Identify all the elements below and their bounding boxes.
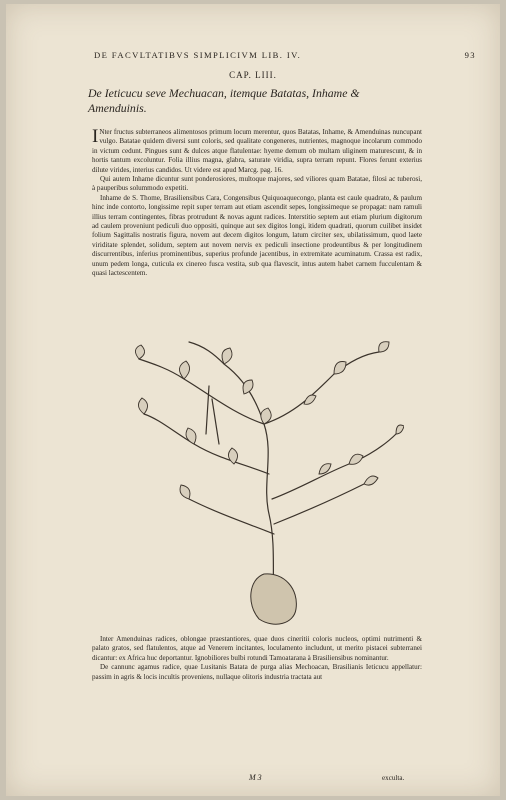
paragraph: Qui autem Inhame dicuntur sunt ponderosiores, multoque majores, sed viliores quam Batatae, filosi ac tuberosi, à pauperibus solummodo expetiti. [92, 175, 422, 193]
signature-mark: M 3 [249, 773, 262, 782]
chapter-heading: CAP. LIII. [229, 70, 277, 80]
paragraph: De cannunc agamus radice, quae Lusitanis Batata de purga alias Mechoacan, Brasilianis Ieticucu appellatur: passim in agris & locis incultis proveniens, nullaque olitoris industria tractata aut [92, 663, 422, 681]
plant-illustration [124, 324, 404, 629]
paragraph: I Nter fructus subterraneos alimentosos primum locum merentur, quos Batatas, Inhame, & Amenduinas nuncupant vulgo. Batatae quidem diversi sunt coloris, sed qualitate congeneres, nutrientes, magnoque incolarum commodo in victum cedunt. Pingues sunt & dulces atque flatulentae: hyeme demum ob multam uliginem maturescunt, & in hortis tantum excoluntur. Folia illius magna, glabra, saturate viridia, supra terram repunt. Flores ferunt exterius dilute virides, interius candidos. Ut videre est apud Marcg. pag. 16. [92, 126, 422, 174]
page-number: 93 [464, 50, 476, 60]
book-page [6, 4, 500, 796]
catchword: exculta. [382, 774, 405, 782]
body-text-bottom [92, 635, 422, 682]
paragraph: Inhame de S. Thome, Brasiliensibus Cara, Congensibus Quiquoaquecongo, planta est caule quadrato, & paulum hinc inde contorto, longissime repit super terram aut etiam ascendit sepes, longissimeque se propagat: nam ramuli illius terram contingentes, fibras protrudunt & novas agunt radices. Interstitio septem aut etiam plurium digitorum ad caulem proveniunt pediculi duo oppositi, quinque aut sex digitos longi, itidem quadrati, quorum cuilibet insidet folium Sagittalis nostratis figura, novem aut decem digitos longum, latum circiter sex, ubilatissimum, quod laete viriditate splendet, solidum, septem aut novem nervis ex pediculi insectione prodeuntibus & per longitudinem discurrentibus, inferius prominentibus, superius profunde jacentibus, in extremitate acuminatum. Crassa est radix, unum pedem longa, cuticula ex cinereo fusca vestita, sub qua flavescit, intus autem habet carnem fucculentam & quasi lactescentem. [92, 193, 422, 278]
paragraph: Inter Amenduinas radices, oblongae praestantiores, quae duos cineritii coloris nucleos, optimi nutrimenti & palato gratos, sed flatulentos, atque ad Venerem incitantes, loculamento includunt, ut merito pistacei subterranei dicantur: ex Africa huc deportantur. Ignobiliores bulbi rotundi Tamoatarana à Brasiliensibus nominantur. [92, 635, 422, 662]
chapter-title: De Ieticucu seve Mechuacan, itemque Batatas, Inhame & Amenduinis. [88, 86, 360, 115]
body-text-top [92, 128, 422, 279]
running-title: DE FACVLTATIBVS SIMPLICIVM LIB. IV. [94, 50, 302, 60]
running-header [94, 50, 476, 60]
drop-cap: I [92, 126, 99, 147]
